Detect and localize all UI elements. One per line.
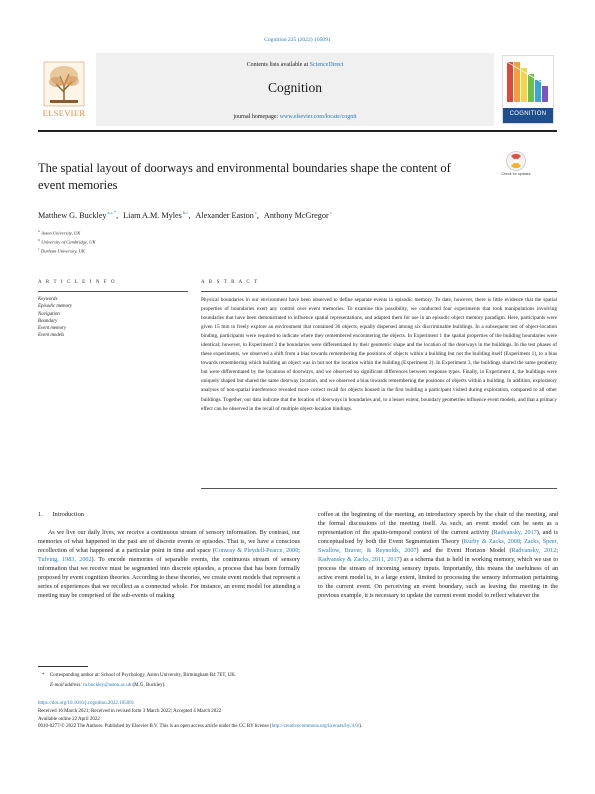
- affiliation-marker: a: [38, 229, 40, 233]
- article-title: The spatial layout of doorways and environmental boundaries shape the content of event memories: [38, 161, 451, 192]
- author-separator: ,: [116, 210, 119, 220]
- citation-link[interactable]: Zacks, Speer, Swallow, Braver, & Reynolds, 2007: [318, 539, 558, 555]
- author-name: Liam A.M. Myles: [123, 210, 182, 220]
- article-info-divider: [38, 291, 188, 292]
- received-dates: Received 16 March 2021; Received in revised form 3 March 2022; Accepted 4 March 2022: [38, 708, 222, 714]
- article-info-heading: A R T I C L E I N F O: [38, 280, 117, 285]
- body-text: ;: [298, 548, 300, 555]
- email-line: [38, 681, 558, 691]
- journal-name: Cognition: [267, 80, 322, 95]
- header-divider: [38, 130, 557, 132]
- abstract-bottom-divider: [201, 488, 557, 489]
- homepage-prefix: journal homepage:: [233, 114, 279, 120]
- author-name: Alexander Easton: [195, 210, 254, 220]
- affiliation-text: Aston University, UK: [41, 230, 81, 236]
- body-text: coffee at the beginning of the meeting, an introductory speech by the chair of the meeting, and the formal discussions of the meeting itself. As such, an event model can be seen as a representation of the spatio-temporal context of the current activity (: [318, 512, 558, 537]
- contents-prefix: Contents lists available at: [246, 62, 309, 68]
- check-for-updates-button[interactable]: [502, 150, 530, 184]
- footnote-divider: [38, 666, 88, 667]
- citation-link[interactable]: Radvansky, 2012: [511, 548, 557, 555]
- author-affiliation-marker[interactable]: c: [254, 210, 257, 215]
- author[interactable]: [195, 211, 259, 220]
- body-text: ) as a schema that is held in working memory, which we use to process the stream of incoming sensory inputs. Importantly, this means the usefulness of an active event model is, to a large extent, limited to processing the sensory information pertaining to the current event. On perceiving an event boundary, such as leaving the meeting in the previous example, it is necessary to update the current event model to reflect whatever the: [318, 557, 558, 600]
- elsevier-logo[interactable]: [38, 58, 90, 120]
- author-list: [38, 210, 558, 220]
- license-link[interactable]: http://creativecommons.org/licenses/by/4.0/: [271, 724, 360, 730]
- keyword: Boundary: [38, 318, 58, 324]
- check-updates-label: Check for updates: [501, 172, 531, 176]
- email-label: E-mail address:: [50, 683, 82, 688]
- license-suffix: ).: [359, 724, 363, 730]
- affiliation-text: University of Cambridge, UK: [41, 239, 96, 245]
- keywords-block: [38, 296, 188, 340]
- author-name: Anthony McGregor: [263, 210, 329, 220]
- sciencedirect-link[interactable]: ScienceDirect: [309, 62, 344, 68]
- available-online: Available online 22 April 2022: [38, 716, 100, 722]
- author-affiliation-marker[interactable]: c: [329, 210, 332, 215]
- email-link[interactable]: m.buckley@aston.ac.uk: [83, 683, 132, 688]
- affiliation: [38, 237, 338, 246]
- affiliation-list: [38, 228, 338, 255]
- citation-link[interactable]: Conway & Pleydell-Pearce, 2000: [214, 548, 299, 555]
- license-line: [38, 723, 558, 731]
- body-column-left: [38, 529, 300, 601]
- homepage-link[interactable]: www.elsevier.com/locate/cognit: [279, 114, 357, 120]
- body-text: As we live our daily lives, we receive a continuous stream of sensory information. By contrast, our memories of what happened in the past are of discrete events or episodes. That is, we have a conscious recollection of what happened at a particular point in time and space (: [38, 530, 300, 555]
- citation-link[interactable]: Radvansky, 2017: [493, 530, 537, 537]
- license-prefix: 0010-0277/© 2022 The Authors. Published by Elsevier B.V. This is an open access article under the CC BY license (: [38, 724, 272, 730]
- affiliation: [38, 228, 338, 237]
- body-text: ). To encode memories of separable events, the continuous stream of sensory information that we receive must be segmented into discrete episodes, a process that has been formally proposed by event cognition theories. According to these theories, we create event models that represent a series of experiences that we recollect as a connected whole. For instance, an event model for attending a meeting may be comprised of the sub-events of making: [38, 557, 300, 600]
- body-text: ), and is conceptualised by both the Event Segmentation Theory (: [318, 530, 558, 546]
- affiliation-marker: b: [38, 237, 40, 242]
- keyword: Navigation: [38, 311, 60, 317]
- affiliation-text: Durham University, UK: [41, 248, 85, 254]
- abstract-divider: [201, 291, 557, 292]
- keyword: Event memory: [38, 326, 67, 332]
- abstract-heading: A B S T R A C T: [201, 280, 259, 285]
- journal-homepage: [96, 114, 494, 120]
- author-separator: ,: [188, 210, 191, 220]
- citation-link[interactable]: Radvansky & Zacks, 2011, 2017: [318, 557, 400, 564]
- section-heading: [38, 511, 84, 518]
- keyword: Event models: [38, 333, 65, 339]
- contents-line: [96, 62, 494, 68]
- footnote-marker: *: [42, 673, 45, 678]
- affiliation: [38, 246, 338, 255]
- corresponding-author-note: [38, 671, 558, 681]
- article-footer: [38, 700, 558, 731]
- corresponding-author-text: Corresponding author at: School of Psychology, Aston University, Birmingham B4 7ET, UK.: [49, 673, 237, 678]
- cover-title: COGNITION: [509, 111, 547, 117]
- journal-cover-thumbnail[interactable]: [502, 55, 554, 124]
- keyword: Episodic memory: [38, 304, 73, 310]
- author-affiliation-marker[interactable]: b,c: [182, 210, 189, 215]
- abstract-text: Physical boundaries in our environment have been observed to define separate events in episodic memory. To date, however, there is little evidence that the spatial properties of boundaries exert any control over event memories. To examine this possibility, we conducted four experiments that took manipulations involving boundaries that have been demonstrated to influence spatial representations, and adapted them for use in an episodic object memory paradigm. Here, participants were given 15 min to freely explore an environment that contained 36 objects, equally dispersed among six discriminable buildings. In a subsequent test of object-location binding, participants were required to indicate where they remembered encountering the objects. In Experiment 1 the spatial properties of the building boundaries were identical; however, in Experiment 2 the boundaries were differentiated by their geometric shape and the location of the doorways in the buildings. In the test phases of these experiments, we observed a shift from a bias towards remembering the positions of objects within a building but not the building itself (Experiment 1), to a bias towards remembering which building an object was in but not the location within the building (Experiment 2). In Experiment 3, the buildings shared the same geometry but were differentiated by the locations of doorways, and we observed no significant differences between response types. Finally, in Experiment 4, the buildings were uniquely shaped but shared the same doorway location, and we observed a bias towards remembering the positions of objects within a building. In addition, exploratory analyses of non-spatial interference revealed more correct recall for objects housed in the first building a participant visited during exploration, compared to all other buildings. Together, our data indicate that the location of doorways in boundaries and, to a lesser extent, boundary geometries influence event models, and that a primacy effect can be observed in the recall of multiple object-location bindings.: [201, 297, 557, 412]
- author[interactable]: [264, 211, 332, 220]
- body-text: ;: [519, 539, 525, 546]
- author[interactable]: [123, 211, 190, 220]
- check-updates-icon: [502, 150, 530, 174]
- email-suffix: (M.G. Buckley).: [132, 683, 166, 688]
- citation-link[interactable]: Kurby & Zacks, 2008: [463, 539, 520, 546]
- author-affiliation-marker[interactable]: a,c,*: [107, 210, 117, 215]
- keyword-list: [38, 303, 188, 339]
- author-separator: ,: [256, 210, 259, 220]
- doi-link[interactable]: https://doi.org/10.1016/j.cognition.2022.105091: [38, 701, 135, 706]
- body-text: ;: [556, 548, 558, 555]
- section-number: 1.: [38, 511, 43, 518]
- publisher-wordmark: ELSEVIER: [42, 109, 86, 118]
- body-column-right: [318, 511, 558, 601]
- author-name: Matthew G. Buckley: [38, 210, 107, 220]
- citation-link[interactable]: Tulving, 1983, 2002: [38, 557, 92, 564]
- author[interactable]: [38, 211, 118, 220]
- affiliation-marker: c: [38, 246, 40, 251]
- journal-citation[interactable]: Cognition 225 (2022) 105091: [264, 37, 331, 43]
- footnote: [38, 671, 558, 691]
- body-text: ) and the Event Horizon Model (: [416, 548, 512, 555]
- keywords-label: Keywords: [38, 297, 58, 302]
- section-title: Introduction: [52, 511, 84, 518]
